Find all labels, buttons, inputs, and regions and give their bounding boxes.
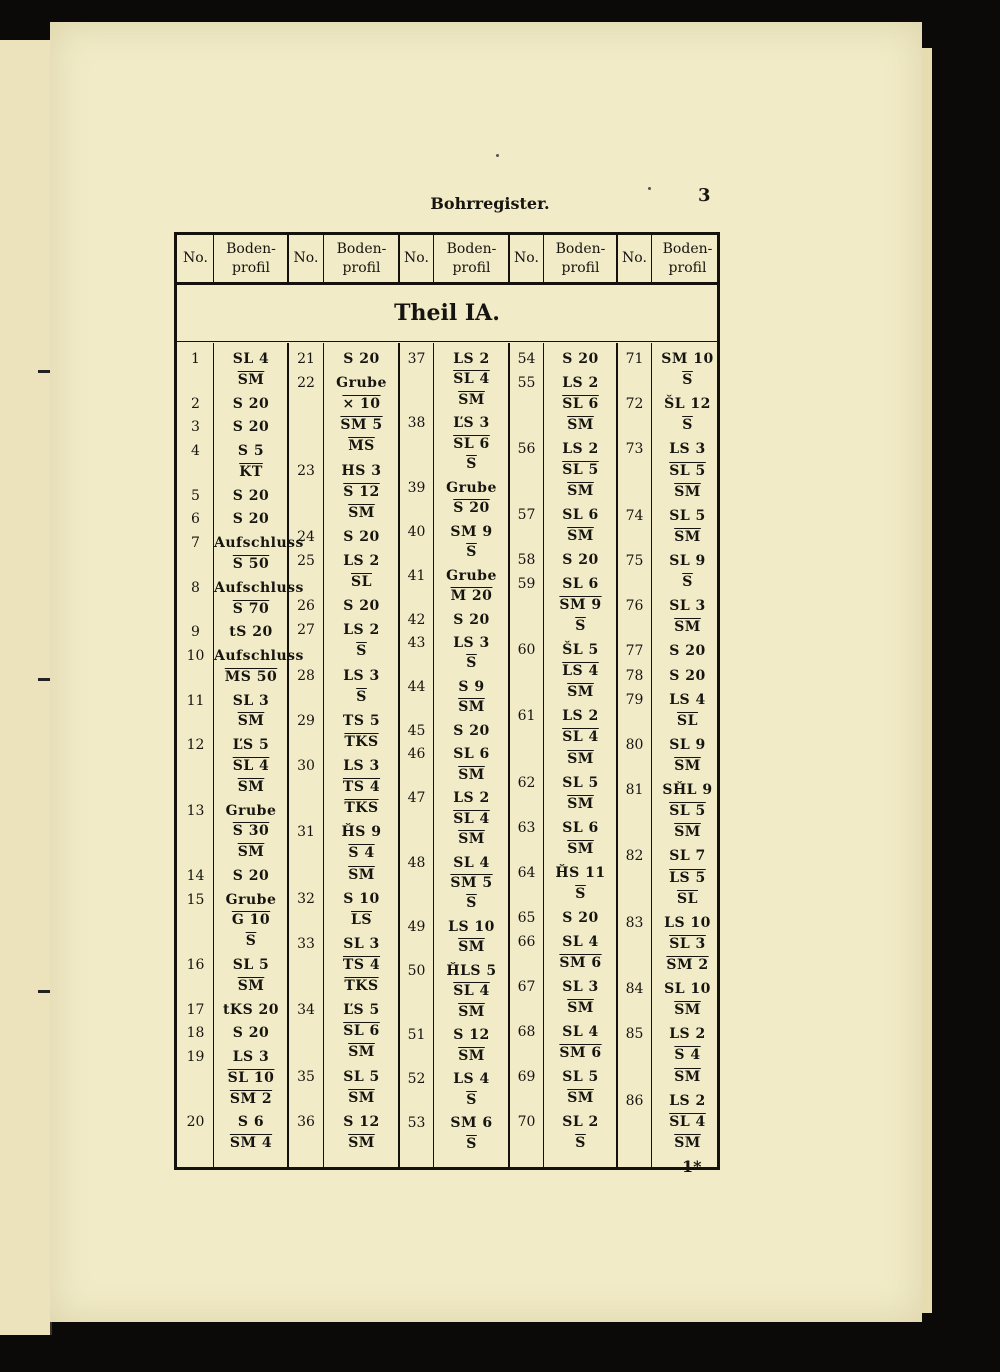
soil-profile-line: ĽS 5 [343, 1002, 380, 1019]
signature-mark: 1* [682, 1157, 702, 1176]
soil-profile-line: LS 3 [232, 1049, 270, 1066]
soil-profile-line: S 20 [343, 528, 380, 545]
soil-profile-line: $\overline{SM}$ [674, 1002, 701, 1019]
soil-profile-line: × 10 [342, 396, 381, 413]
soil-profile-line: S 4 [674, 1047, 701, 1064]
entry-number: 52 [407, 1071, 426, 1088]
entry-number: 56 [517, 441, 536, 458]
bore-register-table [174, 232, 720, 1170]
header-divider [398, 235, 400, 282]
header-no: No. [622, 250, 647, 266]
soil-profile-line: $\overline{SM}$ [237, 778, 265, 795]
header-divider [508, 235, 510, 282]
soil-profile-line: LS 2 [562, 441, 599, 458]
soil-profile-line: Grube [446, 567, 497, 584]
entry-number: 59 [517, 576, 536, 593]
soil-profile-line: $\overline{SM}$ [458, 766, 485, 783]
soil-profile-line: LS 2 [562, 708, 599, 725]
soil-profile-line: $\overline{SL}$ [677, 712, 698, 729]
soil-profile-line: $\overline{SM}$ [348, 504, 375, 521]
entry-number: 20 [186, 1114, 205, 1131]
soil-profile-line: $\overline{SM}$ [674, 619, 701, 636]
soil-profile-line: SM 5 [340, 417, 383, 434]
soil-profile-line: SL 4 [562, 729, 599, 746]
soil-profile-line: S 5 [237, 443, 265, 460]
entry-number: 62 [517, 774, 536, 791]
soil-profile-line: $\overline{SM}$ [348, 1089, 375, 1106]
soil-profile-line: TS 4 [342, 957, 381, 973]
soil-profile-line: SL 6 [562, 576, 599, 593]
soil-profile-line: $\overline{KT}$ [239, 463, 263, 480]
soil-profile-line: ĽS 3 [453, 415, 490, 432]
page-number: 3 [698, 185, 711, 206]
entry-number: 47 [407, 790, 426, 807]
soil-profile-line: SL 7 [669, 848, 706, 865]
soil-profile-line: SM 9 [450, 523, 493, 540]
entry-number: 43 [407, 634, 426, 651]
soil-profile-line: S 20 [343, 598, 380, 615]
entry-number: 77 [625, 643, 644, 660]
header-divider [616, 235, 618, 282]
soil-profile-line: SM 2 [229, 1090, 273, 1107]
soil-profile-line: S 70 [232, 600, 270, 617]
soil-profile-line: $\overline{S}$ [575, 1134, 586, 1151]
entry-number: 63 [517, 819, 536, 836]
entry-number: 75 [625, 553, 644, 569]
header-divider [651, 235, 652, 282]
entry-number: 48 [407, 854, 426, 871]
header-divider [433, 235, 434, 282]
soil-profile-line: $\overline{S}$ [575, 885, 586, 902]
entry-number: 83 [625, 914, 644, 931]
entry-number: 69 [517, 1068, 536, 1085]
soil-profile-line: $\overline{SM}$ [567, 999, 594, 1016]
soil-profile-line: SL 3 [669, 598, 706, 615]
entry-number: 61 [517, 708, 536, 725]
entry-number: 22 [297, 375, 315, 392]
soil-profile-line: Aufschluss [214, 579, 304, 596]
entry-number: 11 [186, 692, 205, 709]
soil-profile-line: SM 10 [661, 351, 714, 367]
entry-number: 55 [517, 375, 536, 392]
soil-profile-line: LS 2 [343, 622, 380, 639]
entry-number: 3 [191, 419, 200, 436]
soil-profile-line: SL 5 [562, 774, 599, 791]
header-divider [543, 235, 544, 282]
soil-profile-line: ŠL 12 [664, 396, 711, 413]
soil-profile-line: S 20 [232, 867, 270, 884]
entry-number: 46 [407, 746, 426, 763]
soil-profile-line: SL 5 [232, 957, 270, 973]
soil-profile-line: SL 5 [669, 507, 706, 524]
soil-profile-line: S 20 [232, 487, 270, 504]
entry-number: 26 [297, 598, 315, 615]
soil-profile-line: ȞLS 5 [446, 962, 497, 979]
entry-number: 15 [186, 891, 205, 908]
soil-profile-line: $\overline{SM}$ [237, 713, 265, 730]
soil-profile-line: S 10 [343, 890, 380, 907]
entry-number: 30 [297, 758, 315, 774]
soil-profile-line: Aufschluss [214, 648, 304, 665]
soil-profile-line: S 4 [348, 845, 375, 862]
soil-profile-line: $\overline{S}$ [466, 456, 477, 473]
soil-profile-line: $\overline{S}$ [682, 372, 693, 389]
entry-number: 66 [517, 933, 536, 950]
soil-profile-line: ȞS 11 [555, 864, 606, 881]
soil-profile-line: S 20 [453, 722, 490, 739]
entry-number: 41 [407, 567, 426, 584]
soil-profile-line: $\overline{MS}$ [348, 438, 375, 455]
soil-profile-line: S 20 [453, 500, 490, 517]
table-body [177, 343, 717, 1167]
entry-number: 27 [297, 622, 315, 639]
entry-number: 39 [407, 479, 426, 496]
entry-number: 24 [297, 528, 315, 545]
header-bodenprofil: Boden- profil [662, 240, 713, 276]
soil-profile-line: $\overline{SM}$ [674, 824, 701, 841]
soil-profile-line: $\overline{SM}$ [567, 483, 594, 500]
soil-profile-line: HS 3 [341, 462, 382, 479]
soil-profile-line: $\overline{S}$ [466, 1135, 477, 1152]
soil-profile-line: $\overline{SM}$ [567, 528, 594, 545]
soil-profile-line: $\overline{SM}$ [674, 1068, 701, 1085]
soil-profile-line: $\overline{SM}$ [567, 417, 594, 434]
soil-profile-line: $\overline{S}$ [466, 895, 477, 912]
entry-number: 71 [625, 351, 644, 367]
print-speck [648, 187, 651, 190]
left-facing-page [0, 40, 52, 1335]
soil-profile-line: $\overline{S}$ [356, 643, 367, 660]
soil-profile-line: LS 4 [669, 691, 706, 708]
soil-profile-line: LS 3 [453, 634, 490, 651]
entry-number: 73 [625, 441, 644, 458]
header-bodenprofil: Boden- profil [336, 240, 387, 276]
soil-profile-line: SL 9 [669, 553, 706, 569]
entry-number: 21 [297, 351, 315, 367]
soil-profile-line: M 20 [450, 588, 493, 605]
soil-profile-line: SL 5 [343, 1068, 380, 1085]
entry-number: 29 [297, 712, 315, 729]
soil-profile-line: $\overline{SM}$ [674, 483, 701, 500]
entry-number: 82 [625, 848, 644, 865]
entry-number: 65 [517, 909, 536, 926]
soil-profile-line: Grube [225, 802, 277, 819]
soil-profile-line: $\overline{SM}$ [458, 699, 485, 716]
soil-profile-line: SL 3 [669, 935, 706, 952]
section-title: Theil IA. [177, 285, 717, 342]
soil-profile-line: $\overline{SM}$ [348, 1134, 375, 1151]
soil-profile-line: S 20 [453, 611, 490, 628]
entry-number: 36 [297, 1113, 315, 1130]
soil-profile-line: S 12 [453, 1027, 490, 1044]
soil-profile-line: SM 9 [559, 597, 602, 614]
soil-profile-line: SL 4 [562, 933, 599, 950]
soil-profile-line: LS 10 [664, 914, 711, 931]
soil-profile-line: $\overline{SM}$ [458, 391, 485, 408]
soil-profile-line: $\overline{SM}$ [237, 844, 265, 861]
soil-profile-line: $\overline{SM}$ [458, 1003, 485, 1020]
soil-profile-line: SM 4 [229, 1135, 273, 1152]
entry-number: 13 [186, 802, 205, 819]
soil-profile-line: LS 2 [562, 375, 599, 392]
entry-number: 67 [517, 978, 536, 995]
soil-profile-line: $\overline{S}$ [356, 688, 367, 705]
soil-profile-line: $\overline{SM}$ [567, 750, 594, 767]
entry-number: 76 [625, 598, 644, 615]
soil-profile-line: SL 5 [562, 1068, 599, 1085]
entry-number: 68 [517, 1023, 536, 1040]
soil-profile-line: $\overline{SM}$ [458, 831, 485, 848]
entry-number: 7 [191, 535, 200, 552]
soil-profile-line: S 12 [343, 483, 380, 500]
soil-profile-line: $\overline{SM}$ [567, 840, 594, 857]
header-bodenprofil: Boden- profil [226, 240, 276, 276]
soil-profile-line: SM 6 [559, 1044, 602, 1061]
soil-profile-line: ȞS 9 [341, 824, 382, 841]
soil-profile-line: SL 5 [669, 803, 706, 820]
entry-number: 6 [191, 511, 200, 528]
soil-profile-line: SM 5 [450, 875, 493, 892]
entry-number: 79 [625, 691, 644, 708]
soil-profile-line: SL 5 [562, 462, 599, 479]
soil-profile-line: SL 6 [343, 1023, 380, 1040]
entry-number: 74 [625, 507, 644, 524]
soil-profile-line: $\overline{SM}$ [237, 977, 265, 994]
soil-profile-line: SM 6 [559, 954, 602, 971]
soil-profile-line: S 12 [343, 1113, 380, 1130]
header-no: No. [293, 250, 319, 266]
entry-number: 32 [297, 890, 315, 907]
entry-number: 14 [186, 867, 205, 884]
entry-number: 1 [191, 351, 200, 367]
page-edge [922, 48, 932, 1313]
soil-profile-line: SL 2 [562, 1113, 599, 1130]
entry-number: 45 [407, 722, 426, 739]
soil-profile-line: Grube [225, 891, 277, 908]
soil-profile-line: SL 6 [562, 396, 599, 413]
soil-profile-line: $\overline{S}$ [466, 1091, 477, 1108]
header-bodenprofil: Boden- profil [555, 240, 606, 276]
soil-profile-line: tKS 20 [222, 1001, 280, 1018]
header-divider [287, 235, 289, 282]
soil-profile-line: SL 4 [669, 1113, 706, 1130]
soil-profile-line: SL 4 [562, 1023, 599, 1040]
soil-profile-line: SL 10 [227, 1069, 275, 1086]
entry-number: 31 [297, 824, 315, 841]
entry-number: 35 [297, 1068, 315, 1085]
soil-profile-line: TS 5 [342, 712, 381, 729]
soil-profile-line: SL 6 [562, 507, 599, 524]
table-header [177, 235, 717, 285]
soil-profile-line: $\overline{S}$ [682, 417, 693, 434]
soil-profile-line: $\overline{SM}$ [458, 939, 485, 956]
soil-profile-line: $\overline{SM}$ [674, 1134, 701, 1151]
soil-profile-line: LS 10 [448, 918, 495, 935]
entry-number: 19 [186, 1049, 205, 1066]
entry-number: 5 [191, 487, 200, 504]
entry-number: 72 [625, 396, 644, 413]
soil-profile-line: $\overline{TKS}$ [344, 800, 379, 817]
soil-profile-line: Aufschluss [214, 535, 304, 552]
header-divider [213, 235, 214, 282]
running-header: Bohrregister. [430, 194, 550, 213]
soil-profile-line: G 10 [231, 912, 271, 929]
soil-profile-line: SL 6 [562, 819, 599, 836]
soil-profile-line: LS 3 [669, 441, 706, 458]
soil-profile-line: S 20 [669, 667, 706, 684]
soil-profile-line: $\overline{SM}$ [674, 758, 701, 774]
soil-profile-line: SȞL 9 [662, 782, 713, 799]
soil-profile-line: S 20 [343, 351, 380, 367]
soil-profile-line: SL 4 [232, 758, 270, 774]
soil-profile-line: $\overline{SM}$ [674, 528, 701, 545]
soil-profile-line: $\overline{TKS}$ [344, 978, 379, 995]
header-no: No. [404, 250, 429, 266]
entry-number: 12 [186, 737, 205, 754]
soil-profile-line: S 20 [562, 909, 599, 926]
soil-profile-line: $\overline{SM}$ [348, 866, 375, 883]
entry-number: 70 [517, 1113, 536, 1130]
soil-profile-line: LS 2 [453, 351, 490, 367]
soil-profile-line: S 20 [232, 419, 270, 436]
soil-profile-line: LS 2 [669, 1026, 706, 1043]
soil-profile-line: SM 6 [450, 1115, 493, 1132]
soil-profile-line: $\overline{SM}$ [458, 1047, 485, 1064]
entry-number: 57 [517, 507, 536, 524]
soil-profile-line: LS 2 [669, 1092, 706, 1109]
soil-profile-line: Grube [446, 479, 497, 496]
entry-number: 42 [407, 611, 426, 628]
soil-profile-line: $\overline{S}$ [682, 574, 693, 591]
entry-number: 4 [191, 443, 200, 460]
soil-profile-line: SL 4 [453, 983, 490, 1000]
entry-number: 60 [517, 642, 536, 659]
soil-profile-line: LS 3 [343, 667, 380, 684]
entry-number: 8 [191, 579, 200, 596]
entry-number: 51 [407, 1027, 426, 1044]
entry-number: 86 [625, 1092, 644, 1109]
soil-profile-line: S 20 [562, 552, 599, 569]
entry-number: 58 [517, 552, 536, 569]
soil-profile-line: S 20 [232, 1025, 270, 1042]
soil-profile-line: LS 2 [343, 553, 380, 569]
soil-profile-line: LS 5 [669, 869, 706, 886]
soil-profile-line: $\overline{S}$ [245, 933, 257, 950]
soil-profile-line: ĽS 5 [232, 737, 270, 754]
soil-profile-line: SL 4 [232, 351, 270, 367]
soil-profile-line: SL 9 [669, 736, 706, 753]
entry-number: 10 [186, 648, 205, 665]
soil-profile-line: $\overline{TKS}$ [344, 733, 379, 750]
soil-profile-line: SL 3 [343, 935, 380, 952]
soil-profile-line: $\overline{S}$ [575, 618, 586, 635]
soil-profile-line: $\overline{S}$ [466, 655, 477, 672]
entry-number: 80 [625, 736, 644, 753]
soil-profile-line: SL 10 [664, 981, 711, 998]
entry-number: 78 [625, 667, 644, 684]
soil-profile-line: S 50 [232, 556, 270, 572]
entry-number: 33 [297, 935, 315, 952]
soil-profile-line: S 9 [458, 678, 485, 695]
soil-profile-line: LS 4 [562, 663, 599, 680]
entry-number: 81 [625, 782, 644, 799]
entry-number: 16 [186, 957, 205, 973]
soil-profile-line: SL 3 [562, 978, 599, 995]
entry-number: 44 [407, 678, 426, 695]
print-speck [496, 154, 499, 157]
entry-number: 85 [625, 1026, 644, 1043]
soil-profile-line: Grube [336, 375, 387, 392]
entry-number: 38 [407, 415, 426, 432]
soil-profile-line: $\overline{SL}$ [677, 890, 698, 907]
soil-profile-line: $\overline{LS}$ [351, 911, 372, 928]
soil-profile-line: SL 3 [232, 692, 270, 709]
soil-profile-line: $\overline{SM}$ [567, 1089, 594, 1106]
soil-profile-line: $\overline{SM}$ [567, 684, 594, 701]
soil-profile-line: S 20 [232, 511, 270, 528]
soil-profile-line: S 20 [562, 351, 599, 367]
header-no: No. [514, 250, 539, 266]
soil-profile-line: $\overline{SM}$ [348, 1044, 375, 1061]
soil-profile-line: MS 50 [224, 668, 278, 685]
book-page [50, 22, 922, 1322]
entry-number: 9 [191, 624, 200, 641]
soil-profile-line: SL 6 [453, 435, 490, 452]
header-divider [323, 235, 324, 282]
entry-number: 49 [407, 918, 426, 935]
soil-profile-line: S 30 [232, 823, 270, 840]
soil-profile-line: SL 4 [453, 810, 490, 827]
soil-profile-line: LS 2 [453, 790, 490, 807]
soil-profile-line: LS 3 [343, 758, 380, 774]
entry-number: 40 [407, 523, 426, 540]
entry-number: 18 [186, 1025, 205, 1042]
soil-profile-line: $\overline{SM}$ [237, 371, 265, 388]
soil-profile-line: S 20 [232, 395, 270, 412]
soil-profile-line: S 20 [669, 643, 706, 660]
entry-number: 50 [407, 962, 426, 979]
entry-number: 53 [407, 1115, 426, 1132]
soil-profile-line: S 6 [237, 1114, 265, 1131]
header-bodenprofil: Boden- profil [446, 240, 497, 276]
entry-number: 64 [517, 864, 536, 881]
entry-number: 2 [191, 395, 200, 412]
header-no: No. [183, 250, 208, 266]
soil-profile-line: SL 6 [453, 746, 490, 763]
soil-profile-line: SL 4 [453, 371, 490, 388]
soil-profile-line: $\overline{SM}$ [567, 795, 594, 812]
soil-profile-line: $\overline{S}$ [466, 544, 477, 561]
entry-number: 28 [297, 667, 315, 684]
soil-profile-line: tS 20 [229, 624, 273, 641]
entry-number: 17 [186, 1001, 205, 1018]
entry-number: 25 [297, 553, 315, 569]
soil-profile-line: TS 4 [342, 779, 381, 796]
entry-number: 54 [517, 351, 536, 367]
soil-profile-line: SL 4 [453, 854, 490, 871]
soil-profile-line: SL 5 [669, 462, 706, 479]
soil-profile-line: LS 4 [453, 1071, 490, 1088]
entry-number: 84 [625, 981, 644, 998]
soil-profile-line: ŠL 5 [562, 642, 599, 659]
entry-number: 37 [407, 351, 426, 367]
soil-profile-line: $\overline{SL}$ [351, 574, 372, 591]
soil-profile-line: SM 2 [666, 957, 709, 973]
entry-number: 23 [297, 462, 315, 479]
entry-number: 34 [297, 1002, 315, 1019]
